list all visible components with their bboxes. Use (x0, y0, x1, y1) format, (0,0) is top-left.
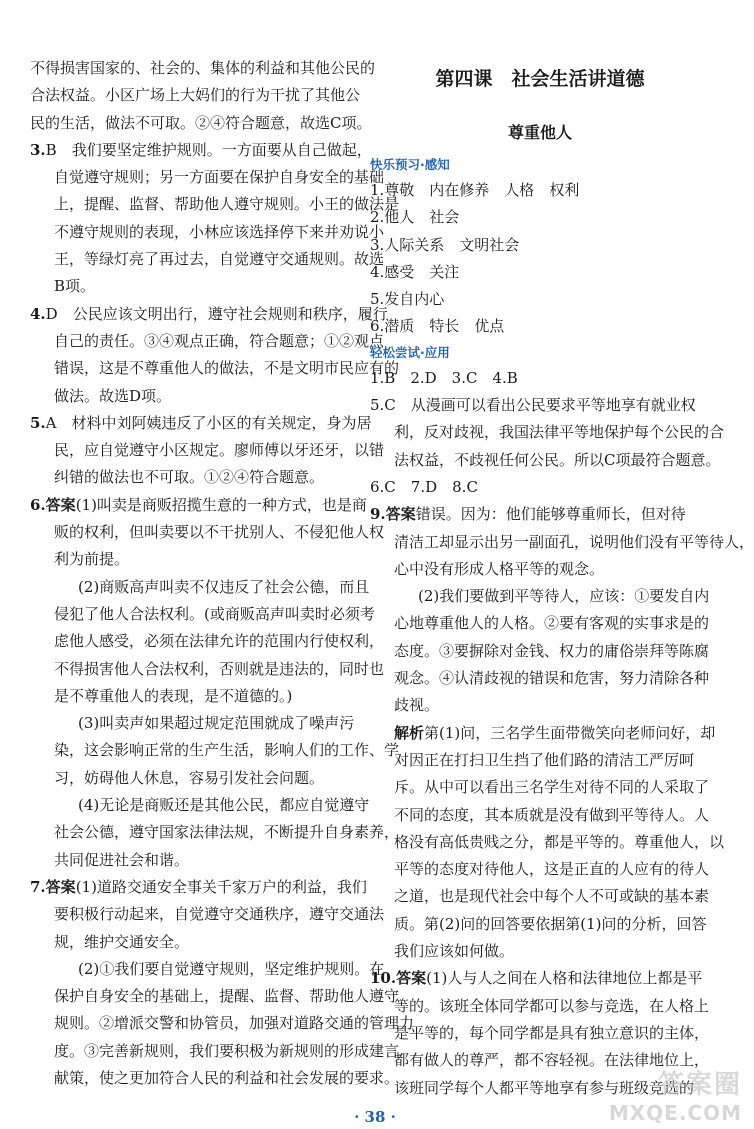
section-heading-practice: 轻松尝试·应用 (370, 344, 450, 360)
preview-answers (370, 177, 710, 341)
line-text: 共同促进社会和谐。 (54, 850, 190, 869)
text-line (370, 993, 710, 1020)
text-line (370, 965, 710, 992)
text-line (30, 328, 385, 355)
text-line (30, 246, 385, 273)
line-text: 民，应自觉遵守小区规定。廖师傅以牙还牙，以错 (54, 441, 385, 460)
line-text: 要积极行动起来，自觉遵守交通秩序，遵守交通法 (54, 905, 385, 924)
line-text: 合法权益。小区广场上大妈们的行为干扰了其他公 (30, 86, 361, 105)
line-text: 平等的态度对待他人，这是正直的人应有的待人 (394, 860, 710, 879)
line-text: (3)叫卖声如果超过规定范围就成了噪声污 (78, 714, 355, 733)
preview-answer-line: 2.他人 社会 (370, 208, 460, 227)
preview-answer-line: 4.感受 关注 (370, 262, 460, 281)
line-text: 社会公德，遵守国家法律法规，不断提升自身素养， (54, 823, 400, 842)
text-line (30, 110, 372, 137)
text-line (30, 82, 360, 109)
section-title: 尊重他人 (507, 123, 572, 142)
line-text: 5.C 从漫画可以看出公民要求平等地享有就业权 (370, 396, 696, 415)
text-line (370, 447, 721, 474)
text-line (30, 847, 360, 874)
line-text: 习，妨碍他人休息，容易引发社会问题。 (54, 768, 325, 787)
line-text: 我们应该如何做。 (394, 942, 515, 961)
line-text: 规则。②增派交警和协管员，加强对道路交通的管理力 (54, 1014, 415, 1033)
answer-label: 答案 (385, 505, 416, 524)
text-line (370, 529, 754, 556)
line-text: (1)人与人之间在人格和法律地位上都是平 (426, 969, 703, 988)
line-text: 侵犯了他人合法权利。(或商贩高声叫卖时必须考 (54, 604, 375, 623)
line-text: 是不尊重他人的表现，是不道德的。) (54, 686, 293, 705)
text-line (30, 301, 388, 328)
text-line (370, 720, 716, 747)
right-column (370, 55, 754, 1102)
text-line (30, 601, 375, 628)
line-text: 民的生活，做法不可取。②④符合题意，故选C项。 (30, 113, 372, 132)
text-line (370, 583, 710, 610)
text-line (370, 638, 710, 665)
text-line (30, 410, 372, 437)
answer-label: 解析 (394, 723, 425, 742)
text-line (370, 610, 710, 637)
text-line (30, 683, 360, 710)
line-text: 错误，这是不尊重他人的做法，不是文明市民应有的 (54, 359, 400, 378)
text-line (370, 365, 710, 392)
text-line (370, 692, 710, 719)
line-text: 规，维护交通安全。 (54, 932, 190, 951)
text-line (30, 956, 385, 983)
text-line (370, 665, 710, 692)
question-number: 6. (30, 495, 46, 514)
text-line (30, 464, 360, 491)
preview-answer-line: 3.人际关系 文明社会 (370, 235, 520, 254)
line-text: 斥。从中可以看出三名学生对待不同的人采取了 (394, 778, 710, 797)
question-number: 4. (30, 304, 46, 323)
answer-label: 答案 (396, 969, 427, 988)
line-text: (2)商贩高声叫卖不仅违反了社会公德，而且 (78, 577, 370, 596)
text-line (30, 1065, 400, 1092)
text-line (30, 355, 400, 382)
watermark-text: 答案圈 (657, 1070, 742, 1100)
line-text: 心中没有形成人格平等的观念。 (394, 559, 605, 578)
page-number: · 38 · (354, 1108, 396, 1126)
line-text: 不遵守规则的表现，小林应该选择停下来并劝说小 (54, 222, 385, 241)
text-line (30, 710, 360, 737)
line-text: 利，反对歧视，我国法律平等地保护每个公民的合 (394, 423, 725, 442)
line-text: 法权益，不歧视任何公民。所以C项最符合题意。 (394, 450, 721, 469)
text-line (370, 856, 710, 883)
text-line (30, 737, 400, 764)
line-text: 清洁工却显示出另一副面孔，说明他们没有平等待人， (394, 532, 754, 551)
question-number: 3. (30, 140, 46, 159)
question-number: 7. (30, 877, 46, 896)
line-text: 等的。该班全体同学都可以参与竞选，在人格上 (394, 996, 710, 1015)
line-text: (4)无论是商贩还是其他公民，都应自觉遵守 (78, 796, 370, 815)
line-text: 第(1)问，三名学生面带微笑向老师问好，却 (424, 723, 716, 742)
text-line (30, 1038, 400, 1065)
line-text: 纠错的做法也不可取。①②④符合题意。 (54, 468, 325, 487)
line-text: 之道，也是现代社会中每个人不可或缺的基本素 (394, 887, 710, 906)
line-text: 心地尊重他人的人格。②要有客观的实事求是的 (394, 614, 710, 633)
line-text: 观念。④认清歧视的错误和危害，努力清除各种 (394, 669, 710, 688)
line-text: A 材料中刘阿姨违反了小区的有关规定，身为居 (45, 413, 372, 432)
text-line (30, 765, 360, 792)
line-text: 质。第(2)问的回答要依据第(1)问的分析，回答 (394, 914, 707, 933)
text-line (30, 656, 385, 683)
text-line (30, 546, 360, 573)
line-text: 不同的态度，其本质就是没有做到平等待人。人 (394, 805, 710, 824)
line-text: 保护自身安全的基础上，提醒、监督、帮助他人遵守 (54, 987, 400, 1006)
line-text: B 我们要坚定维护规则。一方面要从自己做起， (45, 140, 372, 159)
text-line (30, 492, 367, 519)
line-text: (2)我们要做到平等待人，应该：①要发自内 (418, 587, 710, 606)
text-line (370, 829, 725, 856)
line-text: 自己的责任。③④观点正确，符合题意；①②观点 (54, 331, 385, 350)
line-text: (1)叫卖是商贩招揽生意的一种方式，也是商 (75, 495, 367, 514)
line-text: 态度。③要摒除对金钱、权力的庸俗崇拜等陈腐 (394, 641, 710, 660)
text-line (30, 191, 400, 218)
text-line (370, 774, 710, 801)
line-text: 染，这会影响正常的生产生活，影响人们的工作、学 (54, 741, 400, 760)
line-text: 献策，使之更加符合人民的利益和社会发展的要求。 (54, 1068, 400, 1087)
answer-label: 答案 (45, 877, 76, 896)
answer-label: 答案 (45, 495, 76, 514)
text-line (370, 938, 710, 965)
text-line (30, 819, 400, 846)
line-text: (2)①我们要自觉遵守规则，坚定维护规则。在 (78, 959, 385, 978)
text-line (30, 574, 370, 601)
text-line (30, 792, 370, 819)
line-text: 歧视。 (394, 696, 440, 715)
line-text: 王，等绿灯亮了再过去，自觉遵守交通规则。故选 (54, 250, 385, 269)
line-text: 错误。因为：他们能够尊重师长，但对待 (415, 505, 686, 524)
line-text: B项。 (54, 277, 96, 296)
line-text: 6.C 7.D 8.C (370, 477, 478, 496)
line-text: D 公民应该文明出行，遵守社会规则和秩序，履行 (45, 304, 388, 323)
section-heading-preview: 快乐预习·感知 (370, 157, 450, 172)
line-text: 是平等的，每个同学都是具有独立意识的主体， (394, 1023, 710, 1042)
text-line (30, 273, 360, 300)
text-line (370, 474, 710, 501)
preview-answer-line: 5.发自内心 (370, 290, 445, 309)
question-number: 10. (370, 969, 397, 988)
line-text: 格没有高低贵贱之分，都是平等的。尊重他人，以 (394, 832, 725, 851)
line-text: 贩的权利，但叫卖要以不干扰别人、不侵犯他人权 (54, 523, 385, 542)
line-text: 不得损害国家的、社会的、集体的利益和其他公民的 (30, 59, 376, 77)
preview-answer-line: 1.尊敬 内在修养 人格 权利 (370, 181, 580, 199)
text-line (370, 911, 710, 938)
text-line (30, 628, 385, 655)
line-text: 对因正在打扫卫生挡了他们路的清洁工严厉呵 (394, 750, 695, 769)
text-line (30, 1010, 415, 1037)
text-line (30, 519, 385, 546)
watermark-url: MXQE.COM (608, 1101, 742, 1125)
question-number: 5. (30, 413, 46, 432)
line-text: 自觉遵守规则；另一方面要在保护自身安全的基础 (54, 168, 385, 187)
text-line (370, 1020, 710, 1047)
text-line (30, 929, 360, 956)
line-text: (1)道路交通安全事关千家万户的利益，我们 (75, 877, 367, 896)
text-line (30, 383, 360, 410)
text-line (370, 556, 710, 583)
text-line (30, 983, 400, 1010)
practice-answers (370, 365, 754, 1102)
line-text: 不得损害他人合法权利，否则就是违法的，同时也 (54, 659, 385, 678)
preview-answer-line: 6.潜质 特长 优点 (370, 317, 505, 336)
text-line (30, 164, 385, 191)
text-line (30, 55, 376, 82)
text-line (30, 137, 372, 164)
line-text: 上，提醒、监督、帮助他人遵守规则。小王的做法是 (54, 195, 400, 214)
line-text: 做法。故选D项。 (54, 386, 172, 405)
text-line (370, 501, 710, 528)
text-line (370, 392, 710, 419)
watermark-logo (609, 1064, 742, 1125)
question-number: 9. (370, 505, 386, 524)
text-line (370, 419, 725, 446)
text-line (30, 437, 385, 464)
text-line (370, 802, 710, 829)
line-text: 虑他人感受，必须在法律允许的范围内行使权利， (54, 632, 385, 651)
line-text: 利为前提。 (54, 550, 130, 569)
lesson-title: 第四课 社会生活讲道德 (435, 68, 645, 90)
line-text: 该班同学每个人都平等地享有参与班级竞选的 (394, 1078, 695, 1097)
text-line (370, 747, 710, 774)
line-text: 度。③完善新规则，我们要积极为新规则的形成建言 (54, 1041, 400, 1060)
text-line (370, 883, 710, 910)
text-line (30, 901, 385, 928)
text-line (30, 219, 385, 246)
line-text: 1.B 2.D 3.C 4.B (370, 368, 518, 387)
text-line (30, 874, 367, 901)
line-text: 都有做人的尊严，都不容轻视。在法律地位上， (394, 1051, 710, 1070)
